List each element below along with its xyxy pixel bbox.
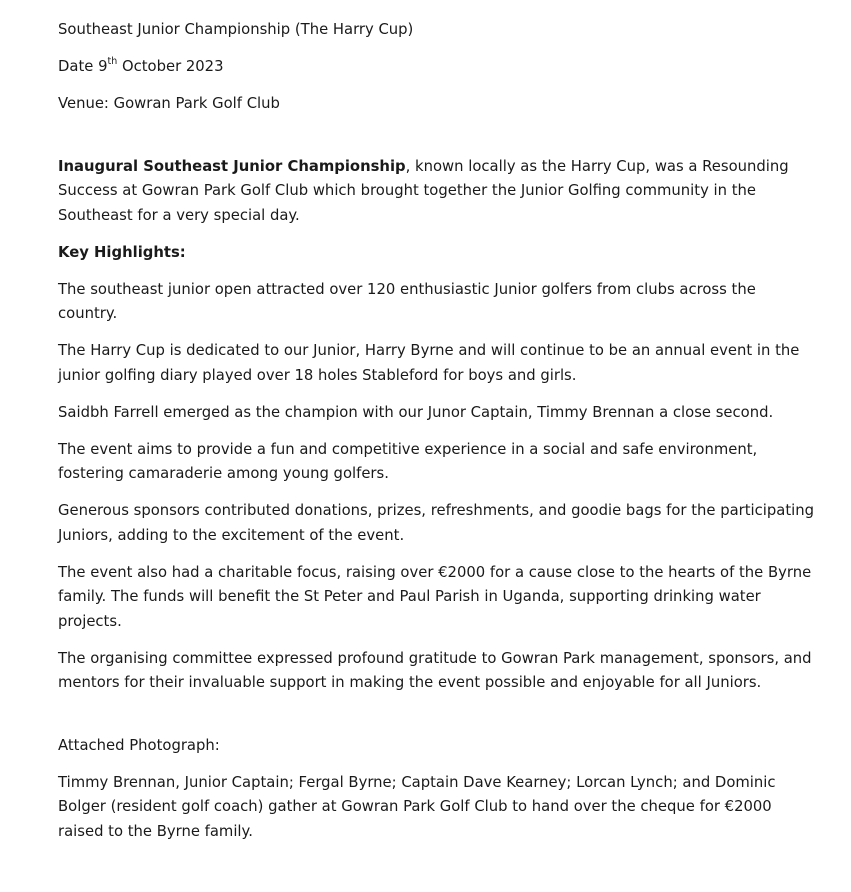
paragraph-charity: The event also had a charitable focus, raising over €2000 for a cause close to the hearts of the Byrne family. The funds will benefit the St Peter and Paul Parish in Uganda, supporting drinking water projects. [58,563,812,630]
date-ordinal-suffix: th [107,56,118,68]
photo-heading: Attached Photograph: [58,736,220,754]
date-prefix: Date 9 [58,58,108,75]
highlights-heading-text: Key Highlights: [58,243,186,261]
highlights-heading [58,241,818,266]
paragraph-champion: Saidbh Farrell emerged as the champion with our Junor Captain, Timmy Brennan a close second. [58,403,774,421]
paragraph-sponsors: Generous sponsors contributed donations, prizes, refreshments, and goodie bags for the participating Juniors, adding to the excitement of the event. [58,502,815,544]
paragraph-attendance: The southeast junior open attracted over 120 enthusiastic Junior golfers from clubs across the country. [58,280,756,322]
title-text: Southeast Junior Championship (The Harry Cup) [58,21,414,38]
paragraph-gratitude: The organising committee expressed profound gratitude to Gowran Park management, sponsors, and mentors for their invaluable support in making the event possible and enjoyable for all Juniors. [58,649,812,691]
document-body [58,18,818,857]
venue-text: Venue: Gowran Park Golf Club [58,95,280,112]
intro-text: , known locally as the Harry Cup, was a Resounding Success at Gowran Park Golf Club which brought together the Junior Golfing community in the Southeast for a very special day. [58,157,789,224]
event-date [58,55,818,80]
document-title [58,18,818,43]
paragraph-aims: The event aims to provide a fun and competitive experience in a social and safe environment, fostering camaraderie among young golfers. [58,440,758,482]
intro-paragraph [58,155,818,229]
date-rest: October 2023 [117,58,224,75]
photo-caption: Timmy Brennan, Junior Captain; Fergal Byrne; Captain Dave Kearney; Lorcan Lynch; and Dominic Bolger (resident golf coach) gather at Gowran Park Golf Club to hand over the cheque for €2000 raised to the Byrne family. [58,773,776,840]
event-venue [58,92,818,117]
intro-bold-lead: Inaugural Southeast Junior Championship [58,157,406,175]
paragraph-dedication: The Harry Cup is dedicated to our Junior, Harry Byrne and will continue to be an annual event in the junior golfing diary played over 18 holes Stableford for boys and girls. [58,342,800,384]
